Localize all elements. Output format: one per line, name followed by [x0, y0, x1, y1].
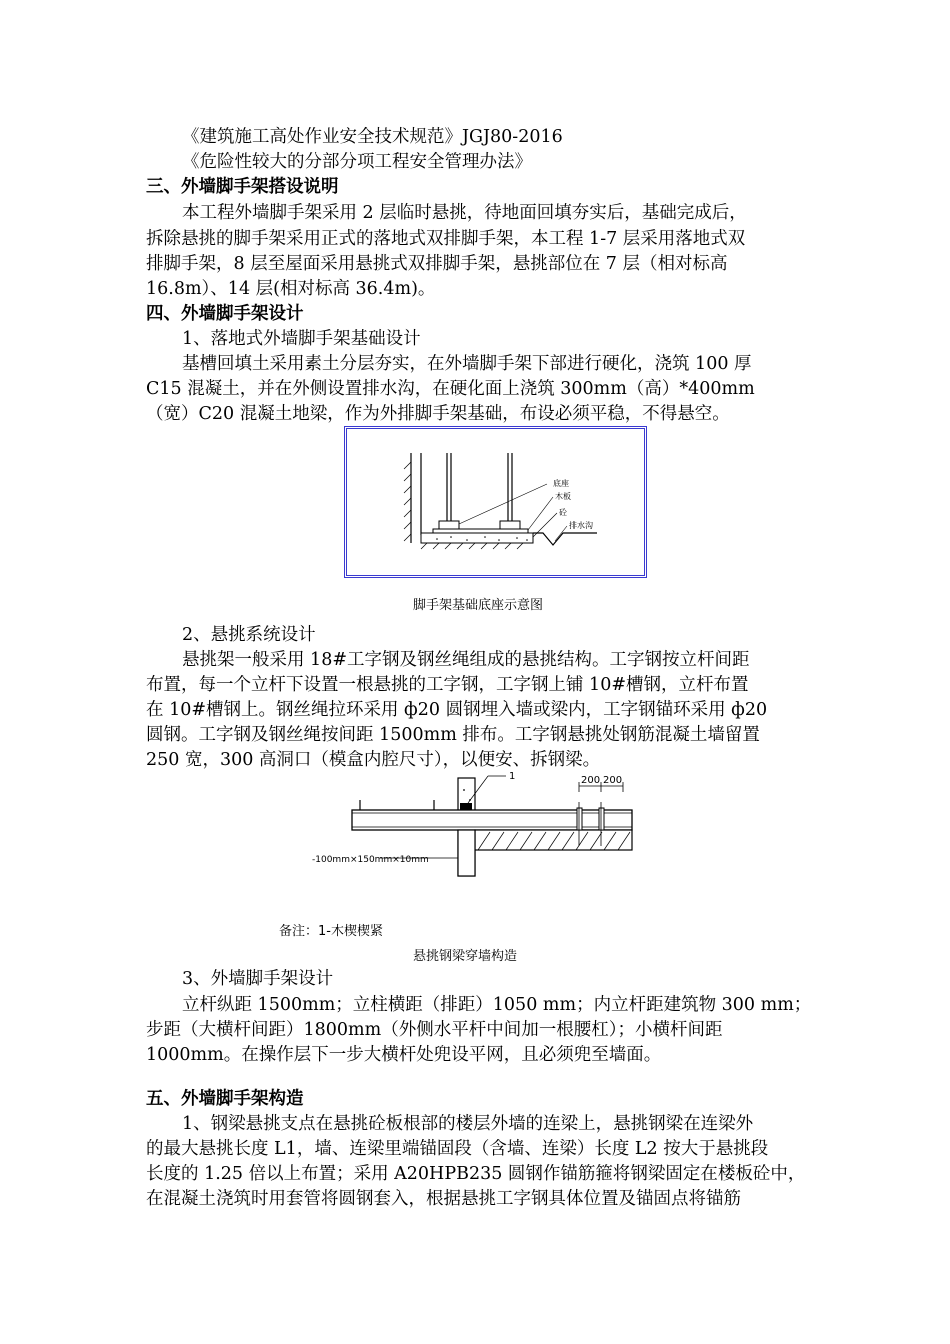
- paragraph-line: 步距（大横杆间距）1800mm（外侧水平杆中间加一根腰杠）；小横杆间距: [146, 1020, 723, 1040]
- reference-line-2: 《危险性较大的分部分项工程安全管理办法》: [182, 152, 532, 172]
- subsection-4-3-heading: 3、外墙脚手架设计: [182, 969, 334, 989]
- subsection-4-2-heading: 2、悬挑系统设计: [182, 625, 316, 645]
- paragraph-line: 本工程外墙脚手架采用 2 层临时悬挑，待地面回填夯实后，基础完成后，: [182, 203, 747, 223]
- paragraph-line: 16.8m）、14 层(相对标高 36.4m)。: [146, 279, 436, 299]
- figure-1-caption: 脚手架基础底座示意图: [413, 598, 544, 613]
- callout-number: 1: [509, 771, 516, 782]
- paragraph-line: 圆钢。工字钢及钢丝绳按间距 1500mm 排布。工字钢悬挑处钢筋混凝土墙留置: [146, 725, 760, 745]
- reference-line-1: 《建筑施工高处作业安全技术规范》JGJ80-2016: [182, 127, 563, 147]
- scaffold-base-diagram: [347, 429, 644, 575]
- plate-size-label: -100mm×150mm×10mm: [312, 855, 429, 865]
- paragraph-line: 立杆纵距 1500mm；立柱横距（排距）1050 mm；内立杆距建筑物 300 mm；: [182, 995, 812, 1015]
- label-drain: 排水沟: [569, 521, 593, 530]
- paragraph-line: C15 混凝土，并在外侧设置排水沟，在硬化面上浇筑 300mm（高）*400mm: [146, 379, 755, 399]
- paragraph-line: 的最大悬挑长度 L1，墙、连梁里端锚固段（含墙、连梁）长度 L2 按大于悬挑段: [146, 1139, 769, 1159]
- paragraph-line: （宽）C20 混凝土地梁，作为外排脚手架基础，布设必须平稳，不得悬空。: [146, 404, 730, 424]
- paragraph-line: 1、钢梁悬挑支点在悬挑砼板根部的楼层外墙的连梁上，悬挑钢梁在连梁外: [182, 1114, 754, 1134]
- subsection-4-1-heading: 1、落地式外墙脚手架基础设计: [182, 329, 421, 349]
- scaffold-base-figure-frame: [344, 426, 647, 578]
- cantilever-beam-diagram: [310, 770, 650, 900]
- paragraph-line: 基槽回填土采用素土分层夯实，在外墙脚手架下部进行硬化，浇筑 100 厚: [182, 354, 752, 374]
- figure-2-note: 备注：1-木楔楔紧: [279, 924, 383, 939]
- paragraph-line: 250 宽，300 高洞口（模盒内腔尺寸），以便安、拆钢梁。: [146, 750, 601, 770]
- dimension-label: 200: [581, 775, 601, 786]
- label-board: 木板: [555, 492, 571, 501]
- label-concrete: 砼: [559, 508, 567, 517]
- paragraph-line: 在混凝土浇筑时用套管将圆钢套入，根据悬挑工字钢具体位置及锚固点将锚筋: [146, 1189, 741, 1209]
- paragraph-line: 长度的 1.25 倍以上布置；采用 A20HPB235 圆钢作锚筋箍将钢梁固定在楼板砼中，: [146, 1164, 806, 1184]
- section-4-heading: 四、外墙脚手架设计: [146, 304, 304, 324]
- section-5-heading: 五、外墙脚手架构造: [146, 1089, 304, 1109]
- paragraph-line: 悬挑架一般采用 18#工字钢及钢丝绳组成的悬挑结构。工字钢按立杆间距: [182, 650, 750, 670]
- paragraph-line: 拆除悬挑的脚手架采用正式的落地式双排脚手架，本工程 1-7 层采用落地式双: [146, 229, 746, 249]
- paragraph-line: 在 10#槽钢上。钢丝绳拉环采用 ф20 圆钢埋入墙或梁内，工字钢锚环采用 ф20: [146, 700, 768, 720]
- dimension-label: 200: [603, 775, 623, 786]
- section-3-heading: 三、外墙脚手架搭设说明: [146, 177, 339, 197]
- paragraph-line: 排脚手架，8 层至屋面采用悬挑式双排脚手架，悬挑部位在 7 层（相对标高: [146, 254, 728, 274]
- paragraph-line: 1000mm。在操作层下一步大横杆处兜设平网，且必须兜至墙面。: [146, 1045, 662, 1065]
- paragraph-line: 布置，每一个立杆下设置一根悬挑的工字钢，工字钢上铺 10#槽钢，立杆布置: [146, 675, 749, 695]
- label-base: 底座: [553, 479, 569, 488]
- figure-2-caption: 悬挑钢梁穿墙构造: [413, 949, 518, 964]
